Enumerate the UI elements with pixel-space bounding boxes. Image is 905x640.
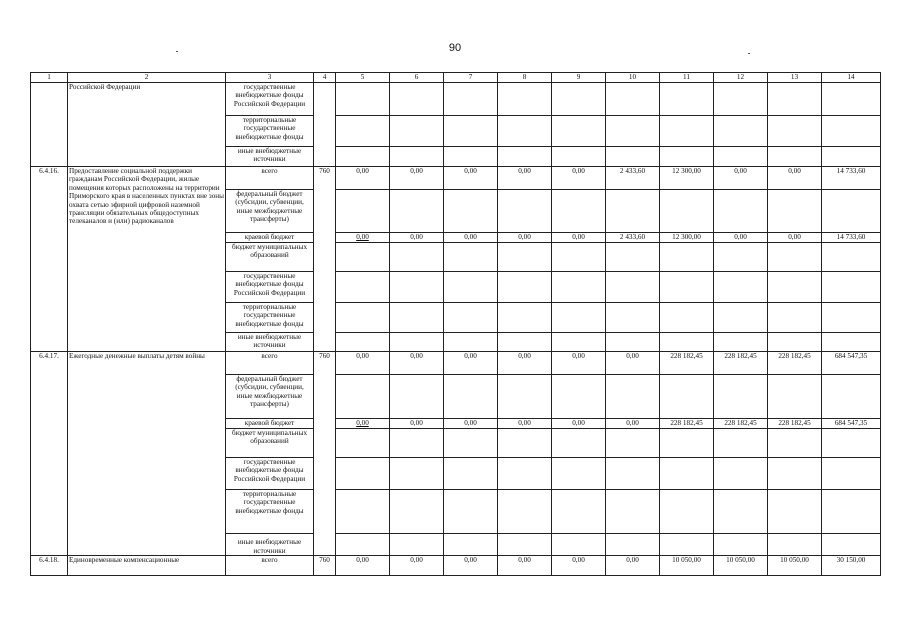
value-cell: 0,00 — [444, 167, 498, 190]
value-cell: 10 050,00 — [768, 556, 822, 576]
value-cell: 0,00 — [552, 167, 606, 190]
source-other: иные внебюджетные источники — [226, 534, 314, 556]
column-header: 12 — [714, 73, 768, 83]
scan-speck — [176, 51, 178, 52]
item-number-cell: 6.4.18. — [31, 556, 68, 576]
item-number-cell: 6.4.16. — [31, 167, 68, 352]
column-number-row — [31, 73, 881, 83]
value-cell: 14 733,60 — [822, 233, 881, 243]
value-cell: 0,00 — [714, 233, 768, 243]
table-row — [31, 556, 881, 576]
source-regional: краевой бюджет — [226, 233, 314, 243]
value-cell: 0,00 — [390, 233, 444, 243]
source-territorial-funds: территориальные государственные внебюджетные фонды — [226, 303, 314, 333]
value-cell: 12 300,00 — [660, 167, 714, 190]
value-cell: 0,00 — [498, 233, 552, 243]
source-regional: краевой бюджет — [226, 419, 314, 429]
source-municipal: бюджет муниципальных образований — [226, 429, 314, 458]
column-header: 6 — [390, 73, 444, 83]
table-row — [31, 167, 881, 190]
source-other: иные внебюджетные источники — [226, 147, 314, 167]
value-cell: 0,00 — [768, 167, 822, 190]
item-number-cell — [31, 83, 68, 167]
value-cell: 0,00 — [336, 419, 390, 429]
column-header: 1 — [31, 73, 68, 83]
source-total: всего — [226, 352, 314, 375]
column-header: 13 — [768, 73, 822, 83]
source-state-funds: государственные внебюджетные фонды Российской Федерации — [226, 83, 314, 116]
source-state-funds: государственные внебюджетные фонды Российской Федерации — [226, 458, 314, 490]
value-cell: 0,00 — [336, 352, 390, 375]
value-cell: 0,00 — [606, 352, 660, 375]
table-row — [31, 352, 881, 375]
value-cell: 0,00 — [768, 233, 822, 243]
item-name-cell: Единовременные компенсационные — [68, 556, 226, 576]
value-cell: 0,00 — [444, 419, 498, 429]
source-municipal: бюджет муниципальных образований — [226, 243, 314, 272]
source-territorial-funds: территориальные государственные внебюджетные фонды — [226, 490, 314, 534]
value-cell: 228 182,45 — [714, 352, 768, 375]
value-cell: 0,00 — [498, 167, 552, 190]
source-territorial-funds: территориальные государственные внебюджетные фонды — [226, 116, 314, 147]
value-cell: 0,00 — [714, 167, 768, 190]
value-cell: 0,00 — [390, 419, 444, 429]
value-cell: 0,00 — [498, 419, 552, 429]
column-header: 8 — [498, 73, 552, 83]
value-cell: 0,00 — [606, 556, 660, 576]
value-cell: 0,00 — [390, 352, 444, 375]
value-cell: 10 050,00 — [714, 556, 768, 576]
code-cell: 760 — [314, 352, 336, 556]
value-cell: 0,00 — [390, 556, 444, 576]
value-cell: 0,00 — [444, 352, 498, 375]
value-cell: 0,00 — [552, 233, 606, 243]
source-federal: федеральный бюджет (субсидии, субвенции, иные межбюджетные трансферты) — [226, 375, 314, 419]
value-cell: 228 182,45 — [768, 419, 822, 429]
scan-speck — [748, 53, 750, 54]
value-cell: 228 182,45 — [714, 419, 768, 429]
value-cell: 0,00 — [498, 352, 552, 375]
value-cell: 30 150,00 — [822, 556, 881, 576]
value-cell: 0,00 — [336, 233, 390, 243]
item-name-cell: Предоставление социальной поддержки гражданам Российской Федерации, жилые помещения которых расположены на территории Приморского края в населенных пунктах вне зоны охвата сетью эфирной цифровой наземной трансляции обязательных общедоступных телеканалов и (или) радиоканалов — [68, 167, 226, 352]
value-cell: 10 050,00 — [660, 556, 714, 576]
source-state-funds: государственные внебюджетные фонды Российской Федерации — [226, 272, 314, 303]
table-row — [31, 83, 881, 116]
page-number: 90 — [448, 42, 462, 54]
column-header: 14 — [822, 73, 881, 83]
item-name-cell: Ежегодные денежные выплаты детям войны — [68, 352, 226, 556]
value-cell: 0,00 — [606, 419, 660, 429]
column-header: 4 — [314, 73, 336, 83]
value-cell: 14 733,60 — [822, 167, 881, 190]
item-number-cell: 6.4.17. — [31, 352, 68, 556]
value-cell: 0,00 — [444, 233, 498, 243]
column-header: 9 — [552, 73, 606, 83]
source-total: всего — [226, 556, 314, 576]
value-cell: 2 433,60 — [606, 167, 660, 190]
column-header: 7 — [444, 73, 498, 83]
column-header: 11 — [660, 73, 714, 83]
value-cell: 228 182,45 — [660, 352, 714, 375]
value-cell: 0,00 — [390, 167, 444, 190]
source-total: всего — [226, 167, 314, 190]
code-cell: 760 — [314, 167, 336, 352]
code-cell — [314, 83, 336, 167]
source-federal: федеральный бюджет (субсидии, субвенции, иные межбюджетные трансферты) — [226, 190, 314, 233]
column-header: 5 — [336, 73, 390, 83]
value-cell: 0,00 — [498, 556, 552, 576]
column-header: 2 — [68, 73, 226, 83]
value-cell: 0,00 — [552, 419, 606, 429]
value-cell: 684 547,35 — [822, 352, 881, 375]
value-cell: 12 300,00 — [660, 233, 714, 243]
value-cell: 0,00 — [336, 167, 390, 190]
value-cell: 0,00 — [444, 556, 498, 576]
value-cell: 0,00 — [552, 352, 606, 375]
value-cell: 0,00 — [336, 556, 390, 576]
budget-table — [30, 72, 881, 576]
value-cell: 2 433,60 — [606, 233, 660, 243]
code-cell: 760 — [314, 556, 336, 576]
value-cell: 228 182,45 — [660, 419, 714, 429]
item-name-cell: Российской Федерации — [68, 83, 226, 167]
source-other: иные внебюджетные источники — [226, 333, 314, 352]
value-cell: 684 547,35 — [822, 419, 881, 429]
column-header: 3 — [226, 73, 314, 83]
value-cell: 228 182,45 — [768, 352, 822, 375]
column-header: 10 — [606, 73, 660, 83]
value-cell: 0,00 — [552, 556, 606, 576]
